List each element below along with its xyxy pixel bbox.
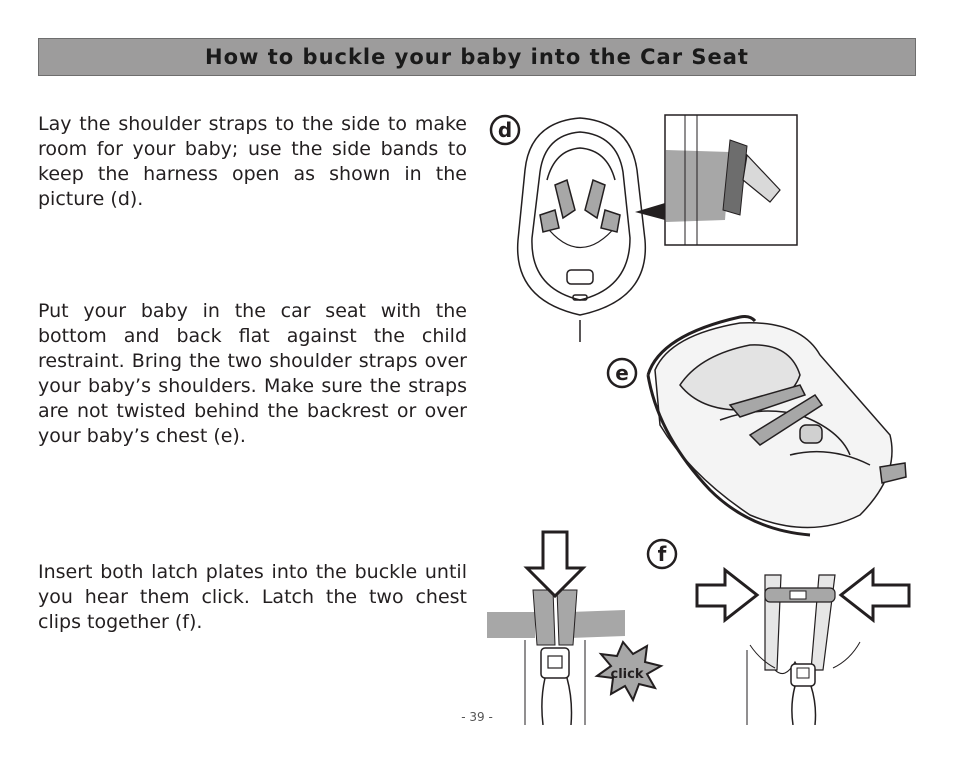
buckle-insertion-view	[487, 532, 661, 725]
click-burst	[597, 642, 661, 700]
illustration-f	[485, 530, 915, 725]
label-f: f	[657, 542, 667, 566]
page-number: - 39 -	[461, 710, 493, 724]
left-arrow-icon	[841, 570, 909, 620]
chest-clip-view	[697, 570, 909, 725]
instruction-paragraph-d: Lay the shoulder straps to the side to make room for your baby; use the side bands to keep the harness open as shown in the picture (d).	[38, 113, 467, 210]
car-seat-front-view	[518, 118, 646, 342]
instruction-paragraph-f: Insert both latch plates into the buckle until you hear them click. Latch the two chest clips together (f).	[38, 561, 467, 633]
instruction-paragraph-e: Put your baby in the car seat with the bottom and back flat against the child restraint. Bring the two shoulder straps over your baby’s shoulders. Make sure the straps are not twisted behind the backrest or over your baby’s chest (e).	[38, 300, 467, 447]
callout-pointer	[635, 203, 665, 220]
label-f-badge	[648, 540, 676, 568]
down-arrow-icon	[527, 532, 583, 596]
illustration-e	[600, 315, 920, 540]
page-title: How to buckle your baby into the Car Seat	[205, 45, 749, 69]
click-label: click	[610, 667, 644, 682]
label-e-badge	[608, 359, 636, 387]
right-arrow-icon	[697, 570, 757, 620]
strap-detail-inset	[665, 115, 797, 245]
label-d: d	[497, 118, 513, 142]
section-header	[38, 38, 916, 76]
label-d-badge	[491, 116, 519, 144]
illustration-d	[485, 110, 805, 345]
label-e: e	[615, 361, 629, 385]
car-seat-side-view	[648, 317, 906, 536]
